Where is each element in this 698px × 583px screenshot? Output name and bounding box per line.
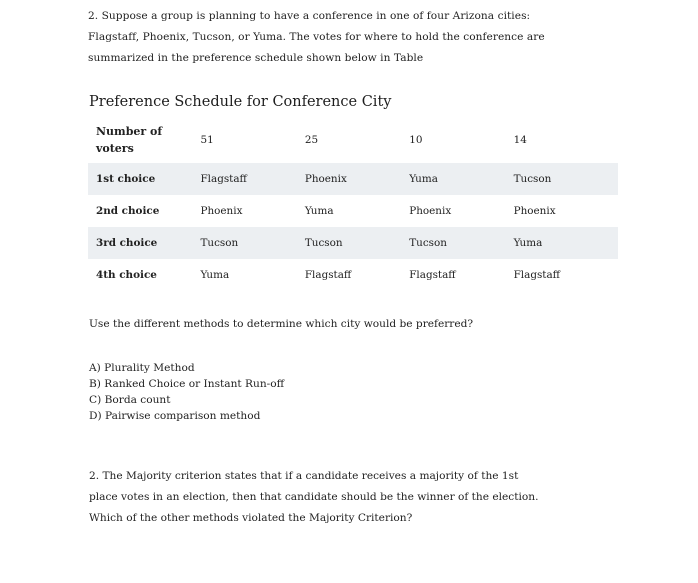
question-1-line: summarized in the preference schedule shown below in Table	[88, 52, 424, 64]
table-cell: Flagstaff	[200, 163, 304, 195]
table-cell: Tucson	[409, 227, 513, 259]
table-cell: Tucson	[514, 163, 618, 195]
row-label: 4th choice	[96, 269, 157, 281]
table-row-3rd-choice	[88, 227, 618, 259]
question-1-line: 2. Suppose a group is planning to have a conference in one of four Arizona cities:	[88, 10, 531, 22]
question-2-line: place votes in an election, then that candidate should be the winner of the election.	[89, 491, 539, 503]
table-cell: Yuma	[304, 205, 334, 217]
table-cell: Phoenix	[305, 163, 409, 195]
header-label-line1: Number of	[96, 125, 163, 138]
question-2-line: Which of the other methods violated the Majority Criterion?	[89, 512, 413, 524]
question-2-line: 2. The Majority criterion states that if a candidate receives a majority of the 1st	[89, 470, 519, 482]
method-item: B) Ranked Choice or Instant Run-off	[89, 378, 285, 390]
method-item: D) Pairwise comparison method	[89, 410, 261, 422]
table-row-4th-choice	[88, 259, 618, 291]
instructions-text: Use the different methods to determine which city would be preferred?	[89, 318, 474, 330]
table-cell: Phoenix	[409, 205, 452, 217]
question-2-text	[89, 466, 629, 529]
voter-count-cell: 14	[513, 134, 527, 146]
row-label: 1st choice	[88, 163, 200, 195]
method-item: C) Borda count	[89, 394, 171, 406]
row-label: 3rd choice	[88, 227, 200, 259]
table-cell: Tucson	[305, 227, 409, 259]
preference-schedule-table	[88, 117, 618, 291]
row-label: 2nd choice	[96, 205, 160, 217]
table-cell: Phoenix	[513, 205, 556, 217]
question-1-text	[88, 6, 648, 69]
table-header-row	[88, 117, 618, 163]
table-cell: Yuma	[200, 269, 230, 281]
voter-count-cell: 10	[409, 134, 423, 146]
question-1-line: Flagstaff, Phoenix, Tucson, or Yuma. The votes for where to hold the conference are	[88, 31, 545, 43]
header-label-line2: voters	[96, 142, 134, 155]
methods-list	[89, 360, 284, 424]
method-item: A) Plurality Method	[89, 362, 195, 374]
table-cell: Yuma	[514, 227, 618, 259]
voter-count-cell: 51	[200, 134, 214, 146]
table-cell: Flagstaff	[513, 269, 561, 281]
header-label-cell	[88, 117, 200, 163]
table-cell: Phoenix	[200, 205, 243, 217]
table-row-1st-choice	[88, 163, 618, 195]
voter-count-cell: 25	[304, 134, 319, 146]
table-row-2nd-choice	[88, 195, 618, 227]
table-cell: Flagstaff	[304, 269, 352, 281]
table-cell: Tucson	[200, 227, 304, 259]
table-title: Preference Schedule for Conference City	[89, 94, 392, 110]
table-cell: Yuma	[409, 163, 513, 195]
table-cell: Flagstaff	[409, 269, 456, 281]
